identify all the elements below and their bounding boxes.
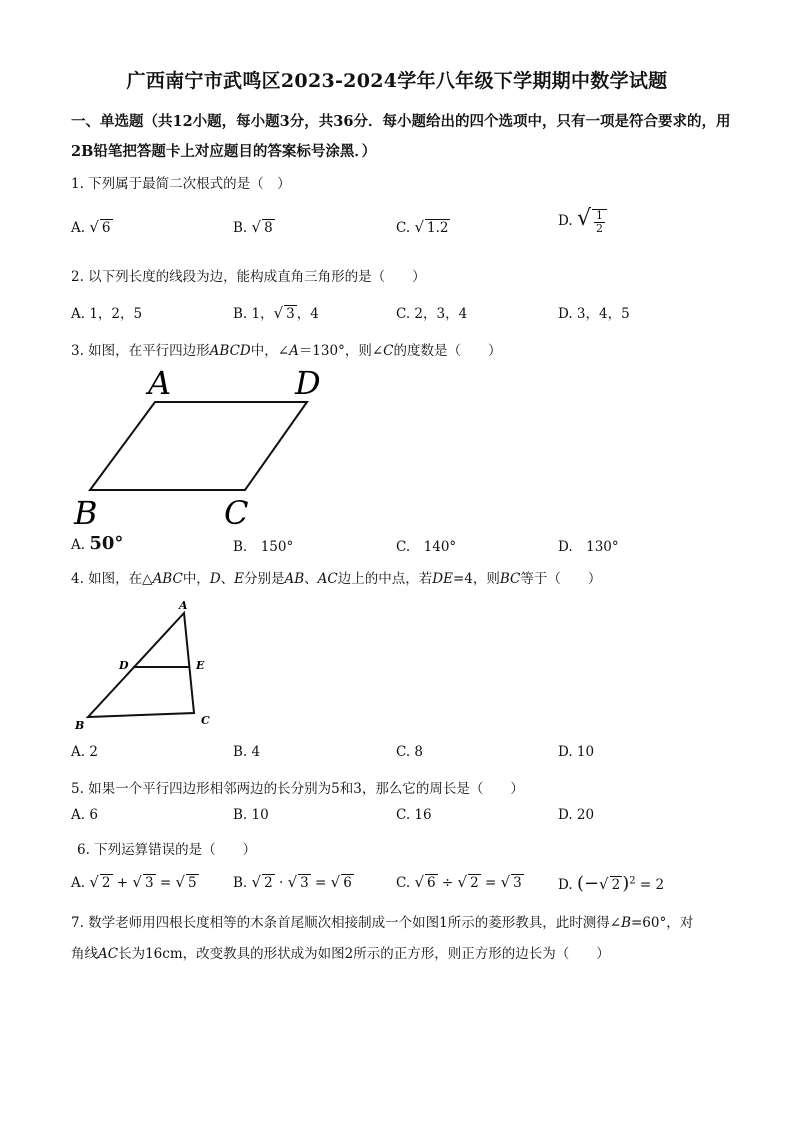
option-6c[interactable] bbox=[396, 873, 524, 891]
stem-text: 4. 如图，在△ bbox=[71, 571, 153, 587]
option-2a[interactable]: A. 1，2，5 bbox=[71, 306, 143, 322]
stem-text: 7. 数学老师用四根长度相等的木条首尾顺次相接制成一个如图1所示的菱形教具，此时测得∠ bbox=[71, 915, 622, 931]
question-1-stem: 1. 下列属于最简二次根式的是（ ） bbox=[71, 176, 291, 192]
option-1d[interactable] bbox=[558, 206, 607, 235]
stem-text: 3. 如图，在平行四边形 bbox=[71, 343, 210, 359]
sqrt-sign: √ bbox=[599, 875, 609, 893]
stem-text: =60°，对 bbox=[631, 915, 694, 931]
stem-var: ABC bbox=[152, 571, 183, 587]
option-value: 50° bbox=[89, 533, 124, 554]
option-2d[interactable]: D. 3，4，5 bbox=[558, 306, 630, 322]
option-2c[interactable]: C. 2，3，4 bbox=[396, 306, 468, 322]
stem-text: 中， bbox=[182, 571, 210, 587]
parallelogram-figure bbox=[60, 362, 350, 532]
option-label: A. bbox=[71, 220, 86, 236]
question-6-stem: 6. 下列运算错误的是（ ） bbox=[77, 842, 257, 858]
radicand: 3 bbox=[286, 306, 295, 322]
stem-text: 中，∠ bbox=[250, 343, 290, 359]
stem-var: AC bbox=[98, 946, 119, 962]
stem-var: AC bbox=[317, 571, 338, 587]
stem-text: 的度数是（ ） bbox=[393, 343, 502, 359]
open-paren: (− bbox=[576, 873, 600, 894]
option-3b[interactable]: B. 150° bbox=[233, 539, 294, 555]
sqrt-sign: √ bbox=[273, 304, 284, 322]
stem-var: B bbox=[621, 915, 631, 931]
stem-var: BC bbox=[499, 571, 521, 587]
stem-var: DE bbox=[432, 571, 453, 587]
option-3a[interactable] bbox=[71, 533, 123, 554]
option-label: D. bbox=[558, 877, 573, 893]
radicand: 2 bbox=[264, 875, 273, 891]
radicand: 8 bbox=[264, 220, 273, 236]
stem-text: 、 bbox=[220, 571, 235, 587]
option-1b[interactable] bbox=[233, 218, 275, 236]
stem-var: A bbox=[289, 343, 299, 359]
option-label: B. bbox=[233, 220, 248, 236]
sqrt-sign: √ bbox=[132, 873, 142, 891]
numerator: 1 bbox=[595, 208, 603, 222]
option-label: D. bbox=[558, 213, 573, 229]
vertex-label-b: B bbox=[75, 719, 85, 732]
equals-sign: = bbox=[159, 875, 172, 891]
radicand: 3 bbox=[144, 875, 154, 891]
vertex-label-d: D bbox=[295, 364, 321, 402]
option-tail: ，4 bbox=[296, 306, 319, 322]
option-label: A. bbox=[71, 537, 86, 553]
stem-var: E bbox=[234, 571, 244, 587]
radicand: 6 bbox=[343, 875, 352, 891]
question-7-line-2 bbox=[71, 942, 610, 962]
stem-text: 长为16cm，改变教具的形状成为如图2所示的正方形，则正方形的边长为（ ） bbox=[118, 946, 610, 962]
sqrt-sign: √ bbox=[251, 218, 262, 236]
vertex-label-c: C bbox=[201, 714, 210, 727]
sqrt-sign: √ bbox=[251, 873, 262, 891]
exponent: 2 bbox=[629, 875, 636, 887]
close-paren: ) bbox=[622, 873, 630, 894]
option-5d[interactable]: D. 20 bbox=[558, 807, 595, 823]
option-label: B. 1， bbox=[233, 306, 274, 322]
radicand: 2 bbox=[470, 875, 479, 891]
vertex-label-d: D bbox=[119, 659, 129, 672]
stem-var: ABCD bbox=[209, 343, 251, 359]
operator: ÷ bbox=[441, 875, 454, 891]
stem-var: D bbox=[209, 571, 221, 587]
option-1a[interactable] bbox=[71, 218, 113, 236]
option-label: A. bbox=[71, 875, 86, 891]
fraction bbox=[592, 209, 607, 235]
question-7-line-1 bbox=[71, 911, 693, 931]
vertex-label-e: E bbox=[196, 659, 205, 672]
option-6d[interactable] bbox=[558, 873, 664, 894]
option-5b[interactable]: B. 10 bbox=[233, 807, 269, 823]
sqrt-sign: √ bbox=[175, 873, 186, 891]
option-5c[interactable]: C. 16 bbox=[396, 807, 432, 823]
radicand: 6 bbox=[101, 220, 111, 236]
option-tail: = 2 bbox=[639, 877, 665, 893]
sqrt-sign: √ bbox=[414, 218, 424, 236]
stem-text: =4，则 bbox=[452, 571, 500, 587]
radicand: 5 bbox=[188, 875, 197, 891]
stem-text: 等于（ ） bbox=[520, 571, 602, 587]
equals-sign: = bbox=[484, 875, 497, 891]
option-4a[interactable]: A. 2 bbox=[71, 744, 98, 760]
question-2-stem: 2. 以下列长度的线段为边，能构成直角三角形的是（ ） bbox=[71, 269, 426, 285]
option-1c[interactable] bbox=[396, 218, 450, 236]
operator: + bbox=[116, 875, 129, 891]
equals-sign: = bbox=[315, 875, 327, 891]
denominator: 2 bbox=[595, 221, 603, 235]
option-label: B. bbox=[233, 875, 248, 891]
triangle-shape bbox=[88, 613, 194, 717]
radicand: 3 bbox=[513, 875, 522, 891]
page-title: 广西南宁市武鸣区2023-2024学年八年级下学期期中数学试题 bbox=[126, 70, 668, 92]
sqrt-sign: √ bbox=[89, 218, 99, 236]
operator: · bbox=[278, 875, 284, 891]
vertex-label-c: C bbox=[224, 494, 249, 532]
option-label: C. bbox=[396, 875, 411, 891]
stem-text: ＝130°，则∠ bbox=[298, 343, 384, 359]
radicand: 1.2 bbox=[427, 220, 449, 236]
stem-text: 边上的中点，若 bbox=[337, 571, 433, 587]
option-3c[interactable]: C. 140° bbox=[396, 539, 457, 555]
radicand: 6 bbox=[427, 875, 436, 891]
stem-var: C bbox=[383, 343, 394, 359]
sqrt-sign: √ bbox=[576, 206, 591, 231]
sqrt-sign: √ bbox=[89, 873, 99, 891]
question-3-stem bbox=[71, 339, 502, 359]
sqrt-sign: √ bbox=[330, 873, 341, 891]
triangle-figure bbox=[70, 596, 220, 736]
radicand: 3 bbox=[300, 875, 309, 891]
option-5a[interactable]: A. 6 bbox=[71, 807, 98, 823]
option-4d[interactable]: D. 10 bbox=[558, 744, 595, 760]
option-label: C. bbox=[396, 220, 411, 236]
vertex-label-a: A bbox=[179, 599, 188, 612]
question-5-stem: 5. 如果一个平行四边形相邻两边的长分别为5和3，那么它的周长是（ ） bbox=[71, 781, 524, 797]
option-6b[interactable] bbox=[233, 873, 354, 891]
stem-var: AB bbox=[284, 571, 305, 587]
stem-text: 角线 bbox=[71, 946, 98, 962]
vertex-label-a: A bbox=[148, 364, 172, 402]
option-2b[interactable] bbox=[233, 302, 319, 322]
sqrt-sign: √ bbox=[457, 873, 468, 891]
vertex-label-b: B bbox=[74, 494, 98, 532]
radicand: 2 bbox=[101, 875, 111, 891]
sqrt-sign: √ bbox=[287, 873, 298, 891]
option-6a[interactable] bbox=[71, 873, 199, 891]
question-4-stem bbox=[71, 567, 601, 587]
stem-text: 、 bbox=[304, 571, 318, 587]
parallelogram-shape bbox=[90, 402, 307, 490]
option-4c[interactable]: C. 8 bbox=[396, 744, 424, 760]
radicand: 2 bbox=[611, 877, 621, 893]
sqrt-sign: √ bbox=[500, 873, 511, 891]
sqrt-sign: √ bbox=[414, 873, 424, 891]
section-heading: 一、单选题（共12小题，每小题3分，共36分．每小题给出的四个选项中，只有一项是符合要求的，用2B铅笔把答题卡上对应题目的答案标号涂黑．） bbox=[71, 113, 731, 160]
option-4b[interactable]: B. 4 bbox=[233, 744, 261, 760]
option-3d[interactable]: D. 130° bbox=[558, 539, 619, 555]
stem-text: 分别是 bbox=[244, 571, 285, 587]
